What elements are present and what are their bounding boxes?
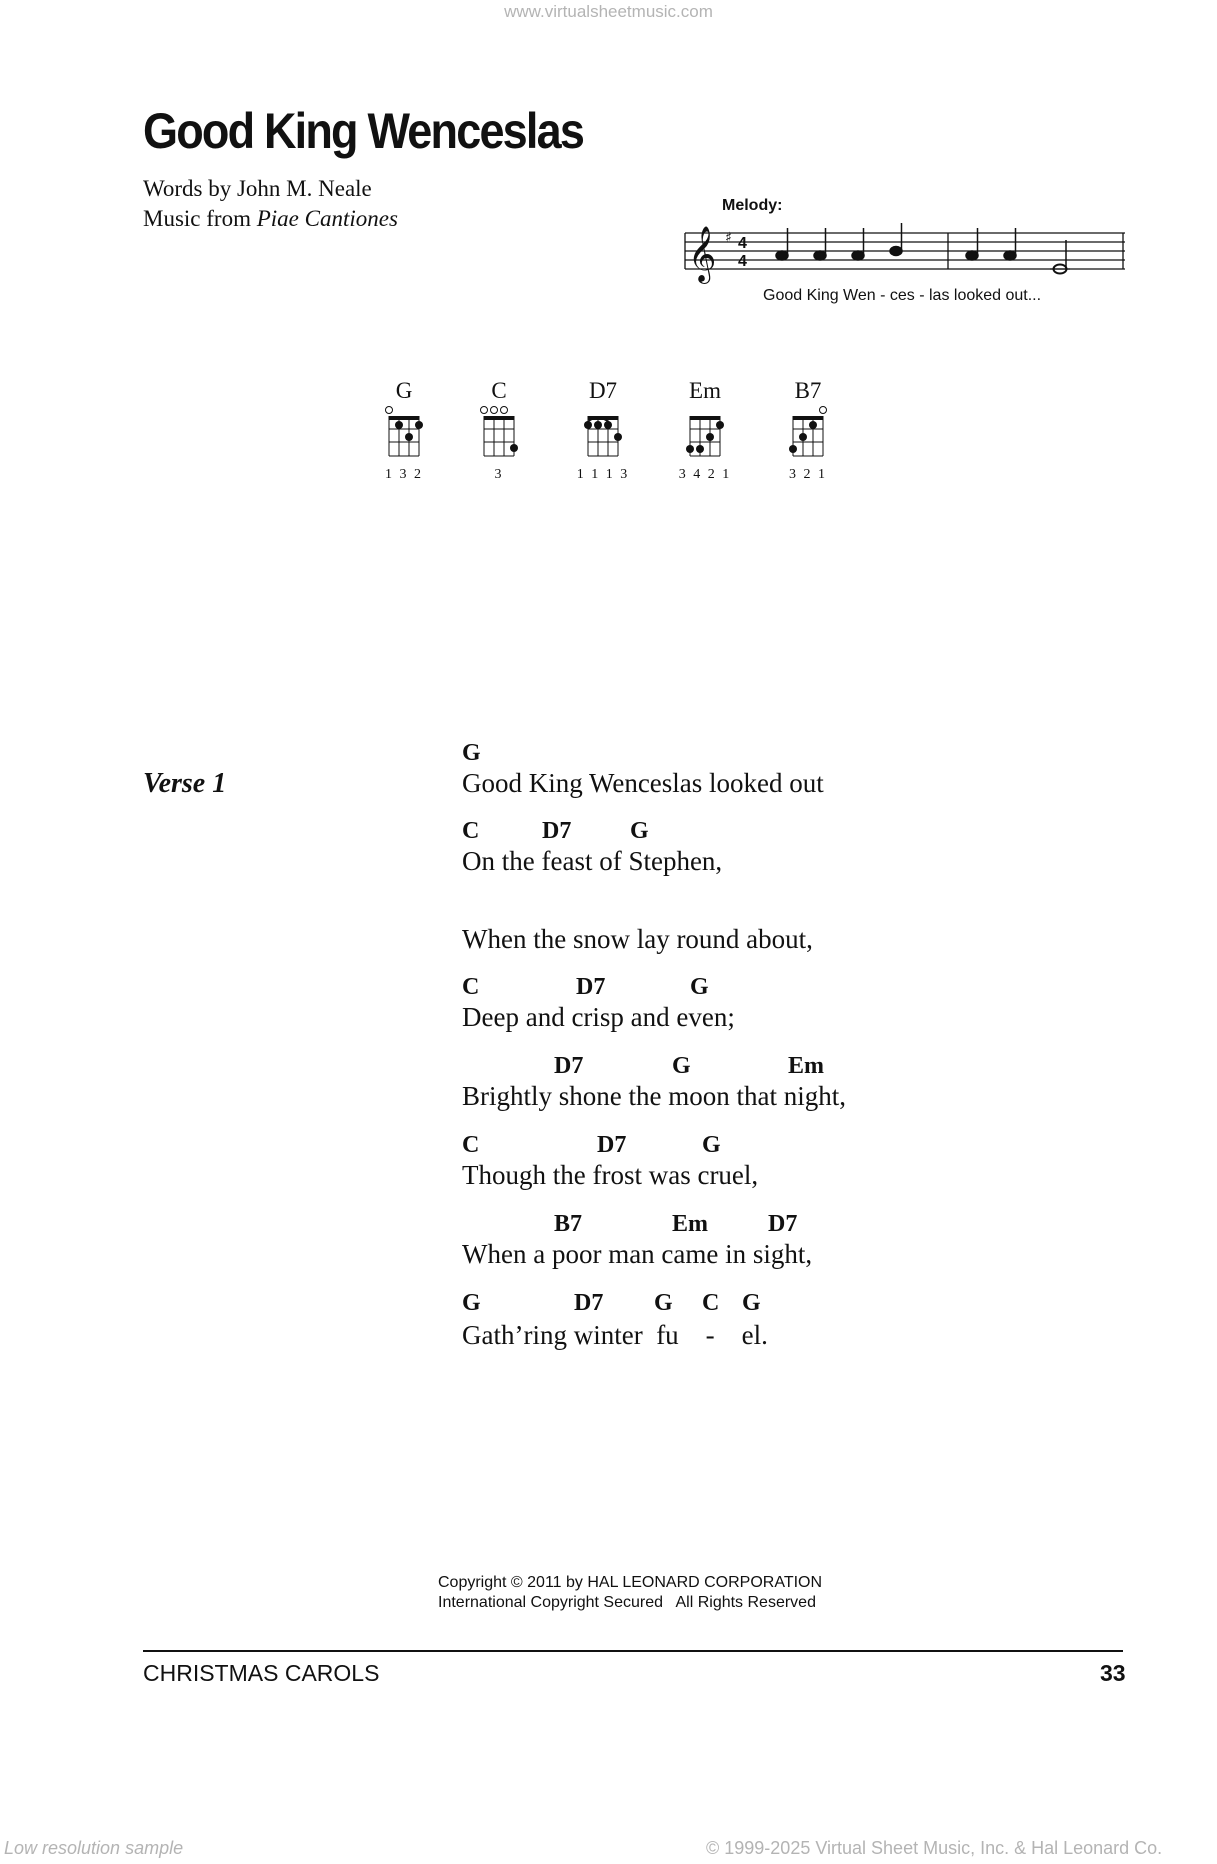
- chord-diagram-b7: [773, 378, 843, 483]
- chord-diagram-g: [369, 378, 439, 483]
- chord-fingering: 1 1 1 3: [576, 467, 630, 482]
- ukulele-fretboard-icon: [568, 404, 638, 460]
- chord-symbol: D7: [542, 818, 572, 844]
- chord-symbol: G: [630, 818, 649, 844]
- chord-symbol: D7: [576, 974, 606, 1000]
- chord-diagram-em: [670, 378, 740, 483]
- chord-symbol: G: [672, 1053, 691, 1079]
- melody-lyrics: Good King Wen - ces - las looked out...: [763, 287, 1042, 304]
- chord-symbol: Em: [672, 1211, 708, 1237]
- verse-label: Verse 1: [143, 768, 227, 799]
- time-signature-bottom: 4: [738, 253, 747, 270]
- watermark-sample-notice: Low resolution sample: [4, 1838, 184, 1858]
- ukulele-fretboard-icon: [369, 404, 439, 460]
- chord-diagram-c: [464, 378, 534, 483]
- copyright-notice: [438, 1573, 822, 1613]
- chord-symbol: G: [654, 1290, 673, 1316]
- time-signature-top: 4: [738, 235, 747, 252]
- lyric-line: On the feast of Stephen,: [462, 846, 723, 876]
- lyric-line: When a poor man came in sight,: [462, 1239, 813, 1269]
- music-credit: [143, 206, 398, 232]
- ukulele-fretboard-icon: [670, 404, 740, 460]
- chord-symbol: D7: [597, 1132, 627, 1158]
- melody-label: Melody:: [722, 197, 783, 214]
- chord-diagram-name: D7: [588, 378, 618, 403]
- footer-divider: [143, 1650, 1123, 1652]
- music-credit-prefix: Music from: [143, 206, 251, 231]
- lyric-line: When the snow lay round about,: [462, 924, 813, 954]
- chord-diagram-name: G: [395, 378, 413, 403]
- chord-diagram-name: C: [491, 378, 507, 403]
- treble-clef-icon: 𝄞: [688, 226, 717, 282]
- chord-symbol: C: [462, 974, 480, 1000]
- chord-symbol: C: [702, 1290, 720, 1316]
- lyric-line: Brightly shone the moon that night,: [462, 1081, 846, 1111]
- chord-symbol: D7: [554, 1053, 584, 1079]
- song-title: Good King Wenceslas: [143, 103, 584, 159]
- chord-diagram-name: B7: [794, 378, 822, 403]
- copyright-line: Copyright © 2011 by HAL LEONARD CORPORATION: [438, 1574, 823, 1591]
- words-credit: Words by John M. Neale: [143, 176, 372, 201]
- chord-symbol: G: [462, 740, 481, 766]
- chord-fingering: 3 4 2 1: [678, 467, 732, 482]
- chord-symbol: G: [462, 1290, 481, 1316]
- chord-fingering: 3 2 1: [789, 467, 827, 482]
- lyric-line: Gath’ring winter fu - el.: [462, 1320, 768, 1350]
- chord-symbol: D7: [768, 1211, 798, 1237]
- melody-staff: [680, 218, 1130, 286]
- lyric-line: Deep and crisp and even;: [462, 1002, 735, 1032]
- watermark-url: www.virtualsheetmusic.com: [504, 2, 713, 21]
- chord-symbol: Em: [788, 1053, 824, 1079]
- chord-symbol: B7: [554, 1211, 583, 1237]
- music-credit-source: Piae Cantiones: [256, 206, 398, 231]
- page-number: 33: [1100, 1660, 1126, 1686]
- chord-symbol: C: [462, 818, 480, 844]
- ukulele-fretboard-icon: [464, 404, 534, 460]
- key-signature-sharp: ♯: [725, 230, 732, 246]
- lyric-line: Though the frost was cruel,: [462, 1160, 759, 1190]
- chord-diagram-name: Em: [689, 378, 721, 403]
- chord-symbol: D7: [574, 1290, 604, 1316]
- watermark-copyright: © 1999-2025 Virtual Sheet Music, Inc. & Hal Leonard Co.: [706, 1838, 1163, 1858]
- chord-fingering: 1 3 2: [385, 467, 423, 482]
- chord-symbol: C: [462, 1132, 480, 1158]
- lyric-line: Good King Wenceslas looked out: [462, 768, 824, 798]
- chord-symbol: G: [690, 974, 709, 1000]
- copyright-line: International Copyright Secured All Rights Reserved: [438, 1594, 816, 1611]
- chord-symbol: G: [702, 1132, 721, 1158]
- ukulele-fretboard-icon: [773, 404, 843, 460]
- chord-symbol: G: [742, 1290, 761, 1316]
- chord-diagram-d7: [568, 378, 638, 483]
- footer-book-title: CHRISTMAS CAROLS: [143, 1660, 380, 1686]
- chord-fingering: 3: [494, 467, 504, 482]
